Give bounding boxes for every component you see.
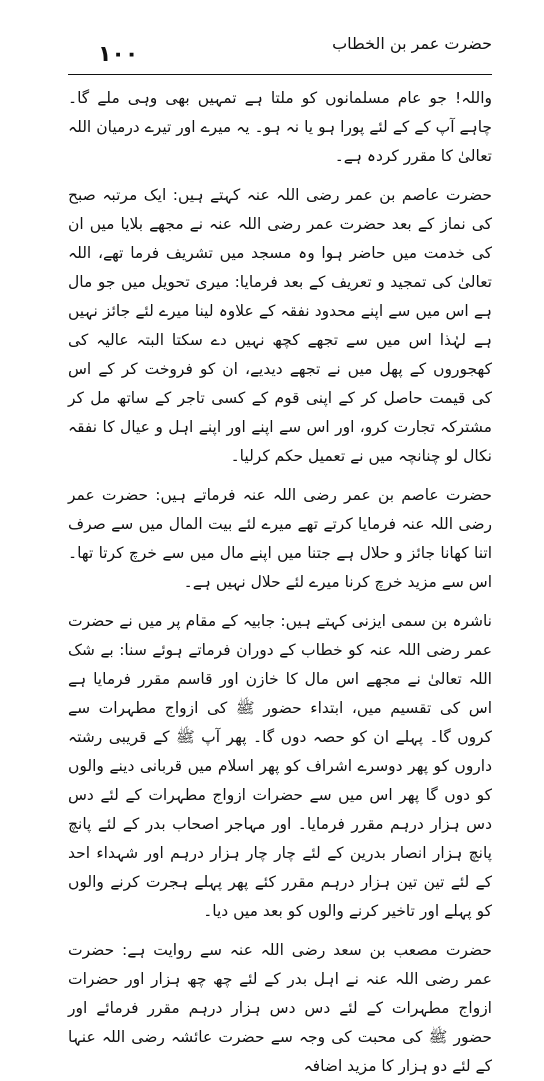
paragraph: حضرت مصعب بن سعد رضی اللہ عنہ سے روایت ہے: حضرت عمر رضی اللہ عنہ نے اہل بدر کے لئے چھ چھ ہزار اور حضرات ازواج مطہرات کے لئے دس دس ہزار درہم مقرر فرمائے اور حضور ﷺ کی محبت کی وجہ سے حضرت عائشہ رضی اللہ عنہا کے لئے دو ہزار کا مزید اضافہ [68, 941, 492, 1075]
paragraph: ناشرہ بن سمی ایزنی کہتے ہیں: جابیہ کے مقام پر میں نے حضرت عمر رضی اللہ عنہ کو خطاب کے دوران فرماتے ہوئے سنا: بے شک اللہ تعالیٰ نے مجھے اس مال کا خازن اور قاسم مقرر فرمایا ہے اس کی تقسیم میں، ابتداء حضور ﷺ کی ازواج مطہرات سے کروں گا۔ پہلے ان کو حصہ دوں گا۔ پھر آپ ﷺ کے قریبی رشتہ داروں کو پھر دوسرے اشراف کو پھر اسلام میں قربانی دینے والوں کو دوں گا پھر اس میں سے حضرات ازواج مطہرات کے لئے دس دس ہزار درہم مقرر فرمایا۔ اور مہاجر اصحاب بدر کے لئے پانچ پانچ ہزار انصار بدرین کے لئے چار چار ہزار درہم اور شہداء احد کے لئے تین تین ہزار درہم مقرر کئے پھر پہلے ہجرت کرنے والوں کو پہلے اور تاخیر کرنے والوں کو بعد میں دیا۔ [68, 612, 492, 920]
page-header [68, 22, 492, 78]
paragraph: حضرت عاصم بن عمر رضی اللہ عنہ کہتے ہیں: ایک مرتبہ صبح کی نماز کے بعد حضرت عمر رضی اللہ عنہ نے مجھے بلایا میں ان کی خدمت میں حاضر ہوا وہ مسجد میں تشریف فرما تھے، اللہ تعالیٰ کی تمجید و تعریف کے بعد فرمایا: میری تحویل میں جو مال ہے اس میں سے اپنے محدود نفقہ کے علاوہ لینا میرے لئے جائز نہیں ہے لہٰذا اس میں سے تجھے کچھ نہیں دے سکتا البتہ عالیہ کی کھجوروں کے پھل میں نے تجھے دیدیے، ان کو فروخت کر کے اس کی قیمت حاصل کر کے اپنی قوم کے کسی تاجر کے ساتھ مل کر مشترکہ تجارت کرو، اور اس سے اپنے اور اپنے اہل و عیال کا نفقہ نکال لو چنانچہ میں نے تعمیل حکم کرلیا۔ [68, 186, 492, 465]
running-title: حضرت عمر بن الخطاب [332, 34, 492, 53]
page-number: ۱۰۰ [98, 42, 139, 67]
body-text [68, 84, 492, 1075]
paragraph: واللہ! جو عام مسلمانوں کو ملتا ہے تمہیں بھی وہی ملے گا۔ چاہے آپ کے کے لئے پورا ہو یا نہ ہو۔ یہ میرے اور تیرے درمیان اللہ تعالیٰ کا مقرر کردہ ہے۔ [68, 89, 492, 165]
paragraph: حضرت عاصم بن عمر رضی اللہ عنہ فرماتے ہیں: حضرت عمر رضی اللہ عنہ فرمایا کرتے تھے میرے لئے بیت المال میں سے صرف اتنا کھانا جائز و حلال ہے جتنا میں اپنے مال میں سے خرچ کرتا تھا۔ اس سے مزید خرچ کرنا میرے لئے حلال نہیں ہے۔ [68, 486, 492, 591]
header-rule [68, 74, 492, 75]
